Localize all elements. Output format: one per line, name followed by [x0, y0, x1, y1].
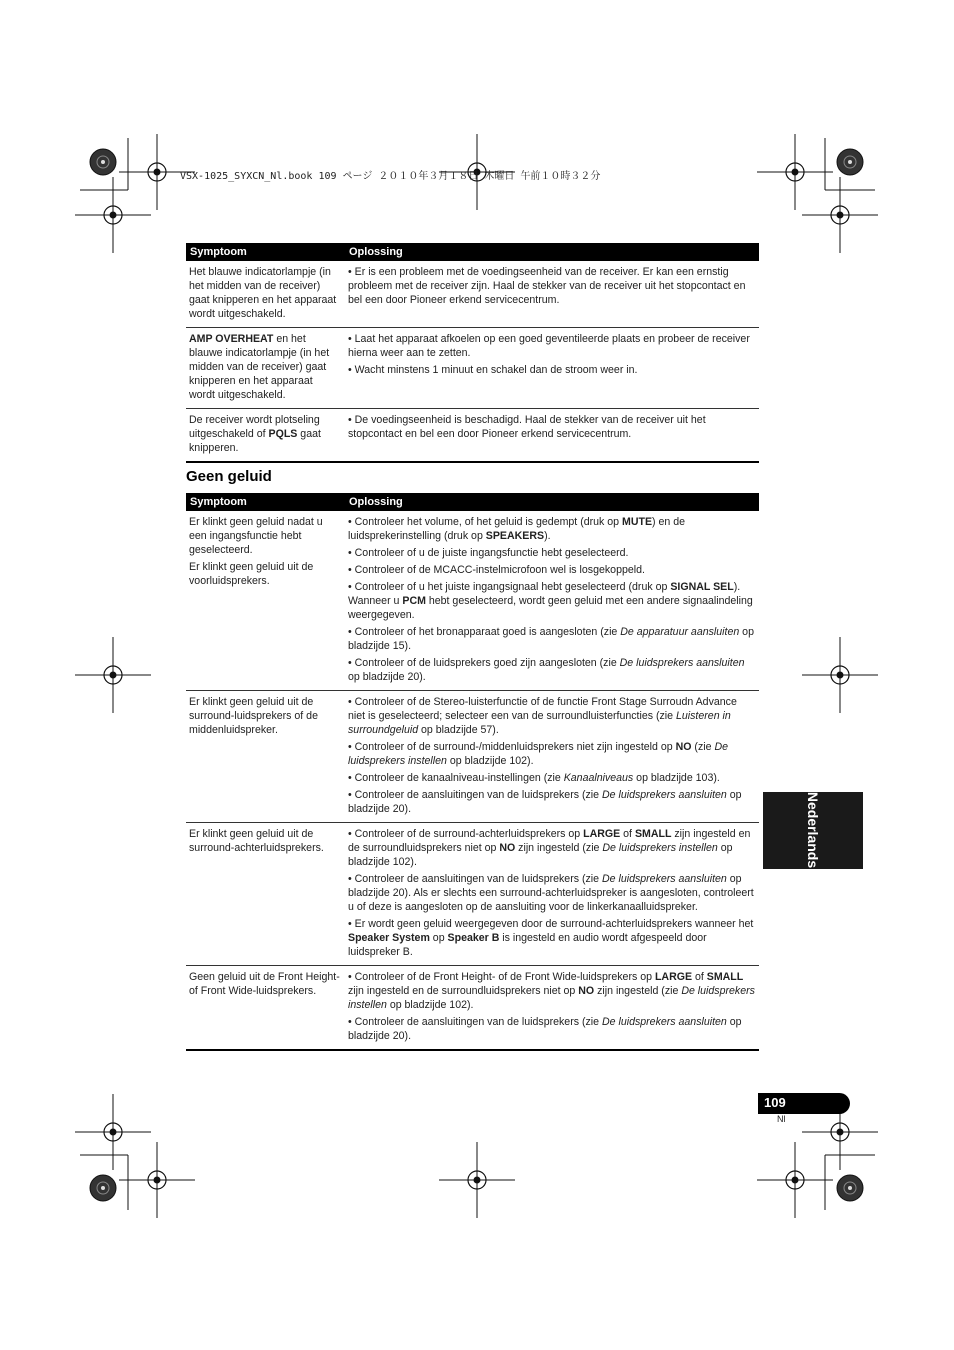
solution-cell: [345, 966, 759, 1051]
solution-item: • Controleer of de surround-achterluidsprekers op LARGE of SMALL zijn ingesteld en de surroundluidsprekers niet op NO zijn ingesteld (zie De luidsprekers instellen op bladzijde 102).: [348, 828, 751, 868]
troubleshooting-table-1: [186, 243, 759, 463]
symptom-cell: [186, 328, 345, 409]
column-header-solution: Oplossing: [345, 493, 759, 511]
symptom-cell: [186, 966, 345, 1051]
solution-item: • Controleer of het bronapparaat goed is aangesloten (zie De apparatuur aansluiten op bladzijde 15).: [348, 626, 754, 652]
symptom-cell: [186, 823, 345, 966]
solution-item: • Er wordt geen geluid weergegeven door de surround-achterluidsprekers wanneer het Speaker System op Speaker B is ingesteld en audio wordt afgespeeld door luidspreker B.: [348, 918, 754, 958]
symptom-cell: [186, 511, 345, 691]
solution-item: • Controleer of u de juiste ingangsfunctie hebt geselecteerd.: [348, 547, 629, 559]
solution-cell: [345, 261, 759, 328]
solution-cell: [345, 691, 759, 823]
troubleshooting-table-2: [186, 493, 759, 1051]
column-header-symptom: Symptoom: [186, 493, 345, 511]
solution-cell: [345, 511, 759, 691]
table-body: [186, 261, 759, 462]
solution-item: • Controleer de aansluitingen van de luidsprekers (zie De luidsprekers aansluiten op bladzijde 20).: [348, 789, 742, 815]
symptom-cell: [186, 691, 345, 823]
solution-item: • Controleer of de MCACC-instelmicrofoon wel is losgekoppeld.: [348, 564, 645, 576]
solution-item: • Controleer of u het juiste ingangsignaal hebt geselecteerd (druk op SIGNAL SEL). Wanneer u PCM hebt geselecteerd, wordt geen geluid met een andere signaalindeling weergegeven.: [348, 581, 753, 621]
table-row: [186, 261, 759, 328]
symptom-text: Er klinkt geen geluid uit de surround-luidsprekers of de middenluidspreker.: [189, 696, 318, 736]
solution-item: • Laat het apparaat afkoelen op een goed geventileerde plaats en probeer de receiver hierna weer aan te zetten.: [348, 333, 750, 359]
page-language-code: Nl: [777, 1114, 786, 1124]
section-title: Geen geluid: [186, 468, 272, 485]
column-header-symptom: Symptoom: [186, 243, 345, 261]
table-row: [186, 823, 759, 966]
solution-cell: [345, 823, 759, 966]
table-row: [186, 966, 759, 1051]
symptom-text: De receiver wordt plotseling uitgeschakeld of PQLS gaat knipperen.: [189, 414, 321, 454]
symptom-text: Geen geluid uit de Front Height- of Front Wide-luidsprekers.: [189, 971, 340, 997]
solution-item: • Controleer de aansluitingen van de luidsprekers (zie De luidsprekers aansluiten op bladzijde 20).: [348, 1016, 742, 1042]
symptom-text: Het blauwe indicatorlampje (in het midden van de receiver) gaat knipperen en het apparaat wordt uitgeschakeld.: [189, 266, 337, 320]
table-header-row: [186, 243, 759, 261]
language-tab: [763, 792, 863, 869]
solution-item: • Controleer of de Stereo-luisterfunctie of de functie Front Stage Surroudn Advance niet is geselecteerd; selecteer een van de surroundluisterfuncties (zie Luisteren in surroundgeluid op bladzijde 57).: [348, 696, 737, 736]
language-tab-label: Nederlands: [805, 791, 821, 869]
print-header: VSX-1025_SYXCN_Nl.book 109 ページ ２０１０年３月１８日 木曜日 午前１０時３２分: [180, 171, 601, 182]
table-row: [186, 328, 759, 409]
table-row: [186, 691, 759, 823]
table-row: [186, 409, 759, 463]
symptom-text: Er klinkt geen geluid uit de voorluidsprekers.: [189, 561, 314, 587]
table-row: [186, 511, 759, 691]
symptom-text: Er klinkt geen geluid uit de surround-achterluidsprekers.: [189, 828, 324, 854]
solution-cell: [345, 409, 759, 463]
solution-item: • Wacht minstens 1 minuut en schakel dan de stroom weer in.: [348, 364, 638, 376]
solution-item: • Controleer of de surround-/middenluidsprekers niet zijn ingesteld op NO (zie De luidsprekers instellen op bladzijde 102).: [348, 741, 728, 767]
solution-item: • Controleer de kanaalniveau-instellingen (zie Kanaalniveaus op bladzijde 103).: [348, 772, 720, 784]
symptom-text: AMP OVERHEAT en het blauwe indicatorlampje (in het midden van de receiver) gaat knipperen en het apparaat wordt uitgeschakeld.: [189, 333, 330, 401]
solution-item: • Controleer of de luidsprekers goed zijn aangesloten (zie De luidsprekers aansluiten op bladzijde 20).: [348, 657, 745, 683]
page-number: 109: [764, 1095, 786, 1110]
symptom-cell: [186, 261, 345, 328]
symptom-cell: [186, 409, 345, 463]
solution-item: • Er is een probleem met de voedingseenheid van de receiver. Er kan een ernstig probleem met de receiver zijn. Haal de stekker van de receiver uit het stopcontact en bel een door Pioneer erkend servicecentrum.: [348, 266, 746, 306]
column-header-solution: Oplossing: [345, 243, 759, 261]
symptom-text: Er klinkt geen geluid nadat u een ingangsfunctie hebt geselecteerd.: [189, 516, 323, 556]
solution-item: • De voedingseenheid is beschadigd. Haal de stekker van de receiver uit het stopcontact en bel een door Pioneer erkend servicecentrum.: [348, 414, 706, 440]
solution-item: • Controleer of de Front Height- of de Front Wide-luidsprekers op LARGE of SMALL zijn ingesteld en de surroundluidsprekers niet op NO zijn ingesteld (zie De luidsprekers instellen op bladzijde 102).: [348, 971, 755, 1011]
solution-cell: [345, 328, 759, 409]
main-content: [186, 243, 759, 1051]
table-body: [186, 511, 759, 1050]
page-number-badge: [758, 1093, 850, 1114]
solution-item: • Controleer de aansluitingen van de luidsprekers (zie De luidsprekers aansluiten op bladzijde 20). Als er slechts een surround-achterluidspreker is aangesloten, controleert u of deze is aangesloten op de aansluiting voor de linkerkanaalluidspreker.: [348, 873, 754, 913]
solution-item: • Controleer het volume, of het geluid is gedempt (druk op MUTE) en de luidsprekerinstelling (druk op SPEAKERS).: [348, 516, 685, 542]
table-header-row: [186, 493, 759, 511]
